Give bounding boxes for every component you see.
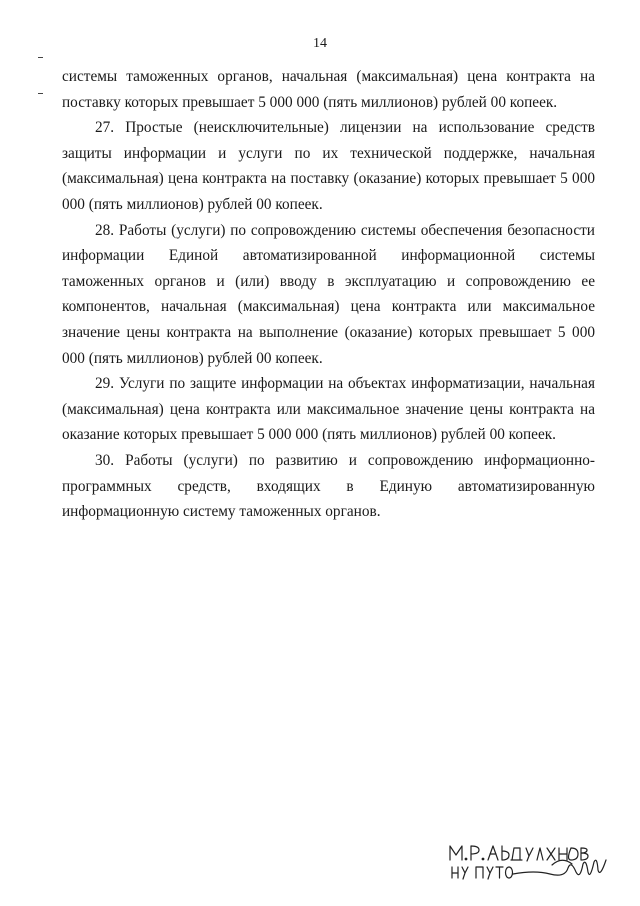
paragraph-30: 30. Работы (услуги) по развитию и сопровождению информационно-программных средств, входящих в Единую автоматизированную информационную систему таможенных органов. [62,451,595,521]
margin-mark [38,93,43,94]
paragraph-28: 28. Работы (услуги) по сопровождению системы обеспечения безопасности информации Единой автоматизированной информационной системы таможенных органов и (или) вводу в эксплуатацию и сопровождению ее компонентов, начальная (максимальная) цена контракта или максимальное значение цены контракта на выполнение (оказание) которых превышает 5 000 000 (пять миллионов) рублей 00 копеек. [62,221,595,367]
handwritten-signature [440,838,620,888]
margin-mark [38,57,43,58]
page-number: 14 [313,36,327,51]
paragraph-29: 29. Услуги по защите информации на объектах информатизации, начальная (максимальная) цена контракта или максимальное значение цены контракта на оказание которых превышает 5 000 000 (пять миллионов) рублей 00 копеек. [62,375,595,444]
document-body [62,64,595,525]
paragraph-27: 27. Простые (неисключительные) лицензии на использование средств защиты информации и услуги по их технической поддержке, начальная (максимальная) цена контракта на поставку (оказание) которых превышает 5 000 000 (пять миллионов) рублей 00 копеек. [62,119,595,213]
paragraph-continuation: системы таможенных органов, начальная (максимальная) цена контракта на поставку которых превышает 5 000 000 (пять миллионов) рублей 00 копеек. [62,68,595,111]
